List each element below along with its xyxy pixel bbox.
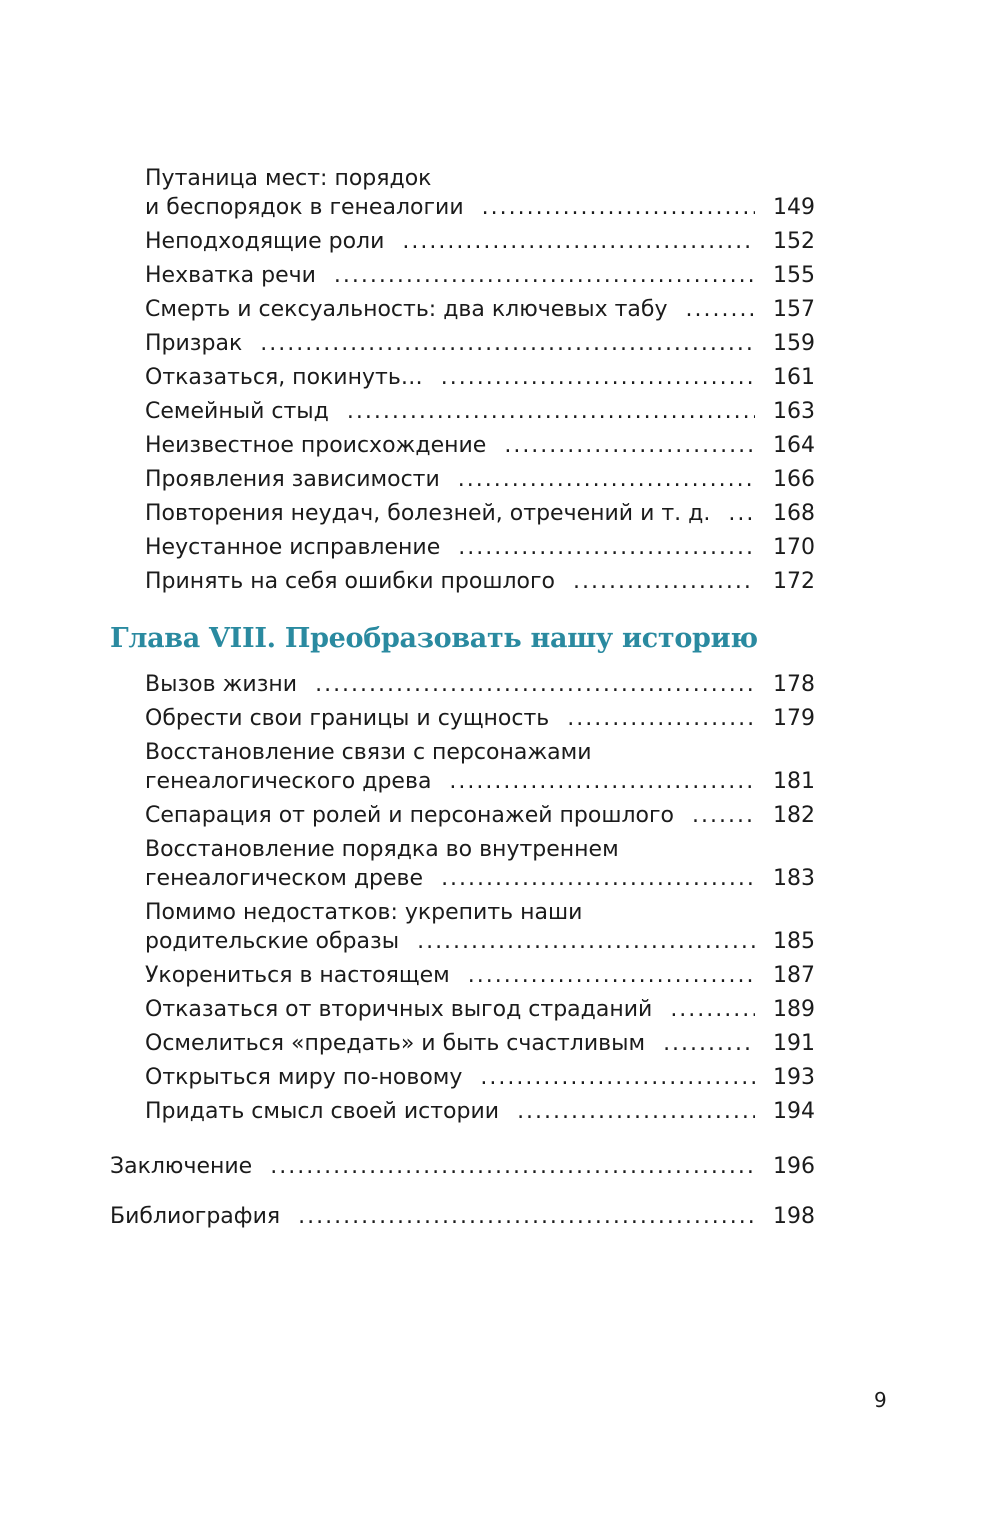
toc-entry[interactable]	[145, 531, 815, 565]
toc-entry-conclusion[interactable]	[110, 1150, 815, 1184]
toc-entry-title: Повторения неудач, болезней, отречений и т. д.	[145, 501, 711, 526]
toc-entry-title: Вызов жизни	[145, 672, 298, 697]
toc-entry-page: 198	[773, 1204, 815, 1229]
toc-leader-dots	[458, 463, 755, 497]
toc-leader-dots	[728, 497, 755, 531]
toc-entry-page: 172	[773, 569, 815, 594]
toc-entry-page: 183	[773, 866, 815, 891]
toc-entry-title: Отказаться, покинуть…	[145, 365, 423, 390]
toc-leader-dots	[567, 702, 755, 736]
toc-entry-page: 179	[773, 706, 815, 731]
toc-entry-page: 157	[773, 297, 815, 322]
toc-entry-page: 163	[773, 399, 815, 424]
toc-leader-dots	[573, 565, 755, 599]
toc-leader-dots	[402, 225, 755, 259]
toc-entry[interactable]	[145, 166, 815, 225]
toc-entry-title-line-1: Помимо недостатков: укрепить наши	[145, 900, 583, 925]
toc-entry-title: генеалогическом древе	[145, 866, 424, 891]
toc-entry[interactable]	[145, 429, 815, 463]
toc-leader-dots	[449, 765, 755, 799]
toc-entry-page: 178	[773, 672, 815, 697]
toc-entry[interactable]	[145, 1061, 815, 1095]
toc-entry-title: Смерть и сексуальность: два ключевых табу	[145, 297, 668, 322]
toc-entry-title: Придать смысл своей истории	[145, 1099, 500, 1124]
toc-entry[interactable]	[145, 1027, 815, 1061]
toc-leader-dots	[663, 1027, 755, 1061]
toc-entry-page: 166	[773, 467, 815, 492]
toc-leader-dots	[482, 191, 755, 225]
toc-leader-dots	[685, 293, 755, 327]
toc-entry-title: Отказаться от вторичных выгод страданий	[145, 997, 653, 1022]
toc-entry-title: Нехватка речи	[145, 263, 316, 288]
toc-entry[interactable]	[145, 959, 815, 993]
toc-entry[interactable]	[145, 361, 815, 395]
toc-entry[interactable]	[145, 799, 815, 833]
toc-leader-dots	[347, 395, 755, 429]
toc-entry-page: 196	[773, 1154, 815, 1179]
toc-entry-title: Семейный стыд	[145, 399, 329, 424]
toc-entry-page: 161	[773, 365, 815, 390]
toc-entry-title: Неподходящие роли	[145, 229, 385, 254]
page-number: 9	[874, 1388, 887, 1412]
toc-entry-page: 170	[773, 535, 815, 560]
toc-leader-dots	[517, 1095, 755, 1129]
toc-leader-dots	[298, 1200, 755, 1234]
toc-entry-page: 187	[773, 963, 815, 988]
chapter-heading[interactable]: Глава VIII. Преобразовать нашу историю	[110, 623, 758, 654]
toc-leader-dots	[441, 862, 755, 896]
toc-entry-title-line-1: Путаница мест: порядок	[145, 166, 432, 191]
toc-entry-title: Библиография	[110, 1204, 281, 1229]
toc-entry-page: 159	[773, 331, 815, 356]
toc-entry-title: Осмелиться «предать» и быть счастливым	[145, 1031, 646, 1056]
toc-entry[interactable]	[145, 225, 815, 259]
toc-entry-title: и беспорядок в генеалогии	[145, 195, 464, 220]
toc-entry-title: родительские образы	[145, 929, 400, 954]
toc-entry-page: 191	[773, 1031, 815, 1056]
toc-entry[interactable]	[145, 837, 815, 896]
toc-entry[interactable]	[145, 259, 815, 293]
toc-entry-page: 182	[773, 803, 815, 828]
toc-entry-title: Заключение	[110, 1154, 253, 1179]
toc-entry-title-line-1: Восстановление связи с персонажами	[145, 740, 592, 765]
toc-entry-page: 185	[773, 929, 815, 954]
toc-entry-page: 155	[773, 263, 815, 288]
toc-leader-dots	[458, 531, 755, 565]
toc-leader-dots	[468, 959, 755, 993]
toc-entry-page: 189	[773, 997, 815, 1022]
toc-entry-page: 164	[773, 433, 815, 458]
toc-entry-title: Неустанное исправление	[145, 535, 441, 560]
toc-entry-page: 168	[773, 501, 815, 526]
toc-entry-title: Открыться миру по-новому	[145, 1065, 463, 1090]
toc-entry-title-line-1: Восстановление порядка во внутреннем	[145, 837, 619, 862]
toc-leader-dots	[270, 1150, 755, 1184]
toc-entry[interactable]	[145, 1095, 815, 1129]
toc-entry[interactable]	[145, 993, 815, 1027]
toc-entry[interactable]	[145, 327, 815, 361]
toc-entry-title: Сепарация от ролей и персонажей прошлого	[145, 803, 675, 828]
toc-entry-bibliography[interactable]	[110, 1200, 815, 1234]
toc-leader-dots	[441, 361, 755, 395]
toc-entry[interactable]	[145, 702, 815, 736]
toc-entry-page: 181	[773, 769, 815, 794]
toc-entry-title: Принять на себя ошибки прошлого	[145, 569, 555, 594]
toc-entry-title: Обрести свои границы и сущность	[145, 706, 550, 731]
toc-leader-dots	[670, 993, 755, 1027]
toc-entry[interactable]	[145, 293, 815, 327]
toc-entry[interactable]	[145, 740, 815, 799]
toc-entry-title: Укорениться в настоящем	[145, 963, 450, 988]
toc-leader-dots	[504, 429, 755, 463]
toc-leader-dots	[315, 668, 755, 702]
toc-entry-title: Проявления зависимости	[145, 467, 440, 492]
toc-leader-dots	[417, 925, 755, 959]
toc-entry-page: 149	[773, 195, 815, 220]
toc-entry-title: Призрак	[145, 331, 243, 356]
toc-entry[interactable]	[145, 497, 815, 531]
toc-entry[interactable]	[145, 900, 815, 959]
toc-entry-title: Неизвестное происхождение	[145, 433, 487, 458]
toc-entry[interactable]	[145, 395, 815, 429]
toc-entry-page: 194	[773, 1099, 815, 1124]
toc-entry-page: 152	[773, 229, 815, 254]
toc-leader-dots	[692, 799, 755, 833]
toc-leader-dots	[480, 1061, 755, 1095]
toc-entry-page: 193	[773, 1065, 815, 1090]
toc-leader-dots	[260, 327, 755, 361]
toc-entry-title: генеалогического древа	[145, 769, 432, 794]
toc-entry[interactable]	[145, 668, 815, 702]
toc-entry[interactable]	[145, 565, 815, 599]
toc-leader-dots	[334, 259, 755, 293]
toc-entry[interactable]	[145, 463, 815, 497]
